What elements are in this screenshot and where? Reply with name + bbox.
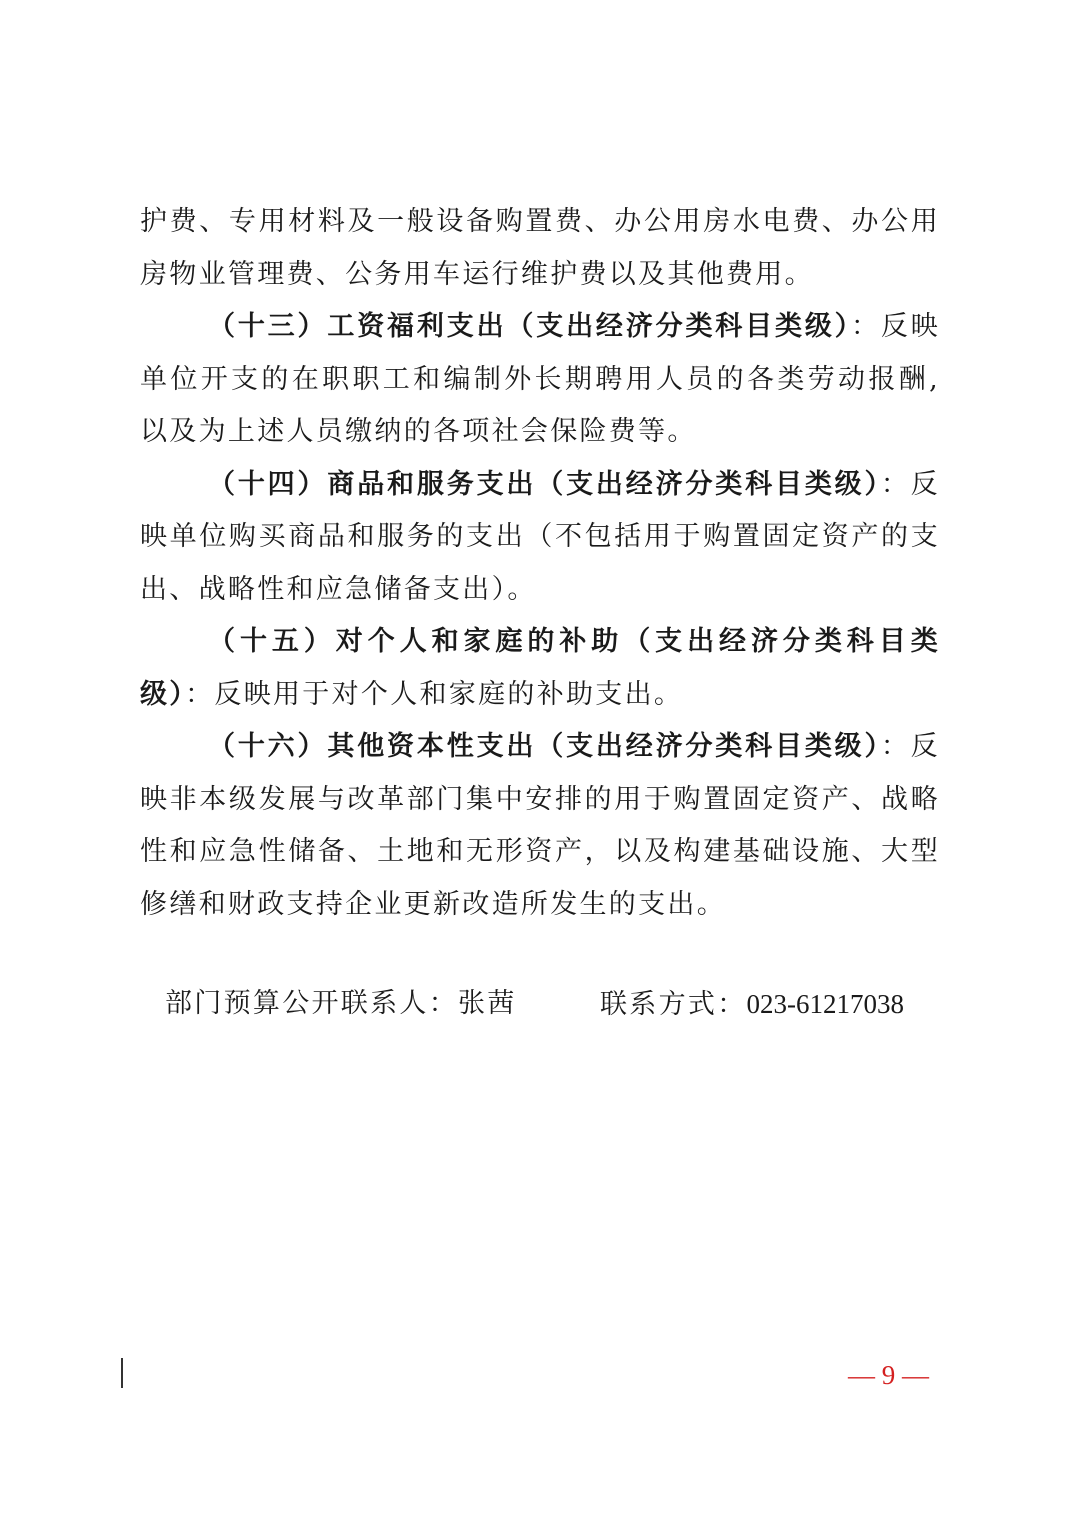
paragraph-body: ：反映非本级发展与改革部门集中安排的用于购置固定资产、战略性和应急性储备、土地和无形资产，以及构建基础设施、大型修缮和财政支持企业更新改造所发生的支出。 bbox=[140, 731, 940, 920]
paragraph-body: ：反映单位购买商品和服务的支出（不包括用于购置固定资产的支出、战略性和应急储备支出）。 bbox=[140, 468, 940, 605]
paragraph-goods-services bbox=[140, 459, 940, 617]
contact-line bbox=[165, 980, 925, 1028]
paragraph-heading: （十五）对个人和家庭的补助（支出经济分类科目类级） bbox=[140, 626, 940, 710]
paragraph-continuation bbox=[140, 196, 940, 301]
contact-phone-number: 023-61217038 bbox=[746, 989, 904, 1019]
contact-person-name: 张茜 bbox=[458, 988, 517, 1019]
contact-person-label: 部门预算公开联系人： bbox=[165, 988, 458, 1019]
binding-margin-line bbox=[121, 1358, 123, 1388]
paragraph-heading: （十六）其他资本性支出（支出经济分类科目类级） bbox=[208, 731, 881, 762]
contact-phone-label: 联系方式： bbox=[600, 989, 747, 1020]
paragraph-other-capital bbox=[140, 721, 940, 931]
paragraph-body: ：反映用于对个人和家庭的补助支出。 bbox=[185, 678, 684, 710]
paragraph-household-subsidy bbox=[140, 616, 940, 721]
body-text bbox=[140, 196, 940, 931]
paragraph-heading: （十三）工资福利支出（支出经济分类科目类级） bbox=[208, 311, 852, 342]
paragraph-wage-welfare bbox=[140, 301, 940, 459]
paragraph-body: 护费、专用材料及一般设备购置费、办公用房水电费、办公用房物业管理费、公务用车运行维护费以及其他费用。 bbox=[140, 206, 940, 290]
contact-person bbox=[165, 980, 517, 1028]
page-number: — 9 — bbox=[848, 1360, 929, 1390]
paragraph-heading: （十四）商品和服务支出（支出经济分类科目类级） bbox=[208, 468, 881, 500]
paragraph-body: ：反映单位开支的在职职工和编制外长期聘用人员的各类劳动报酬,以及为上述人员缴纳的各项社会保险费等。 bbox=[140, 311, 940, 447]
contact-phone bbox=[600, 980, 904, 1029]
